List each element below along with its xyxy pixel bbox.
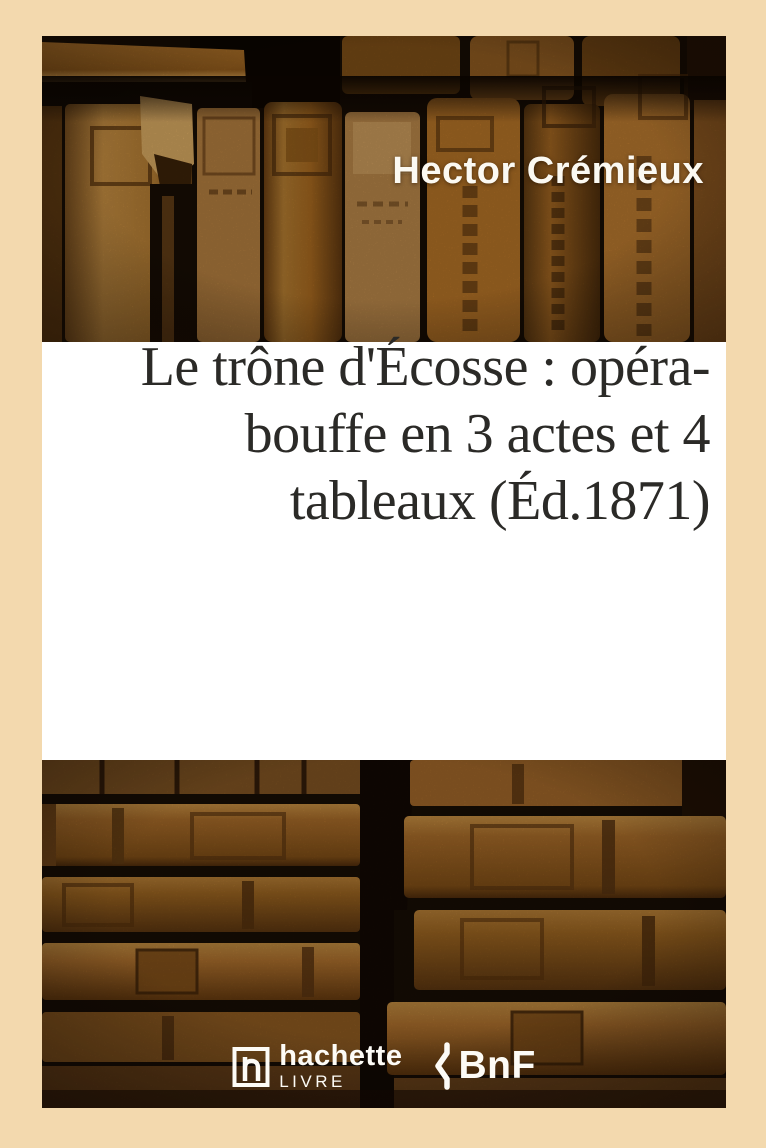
title-line-1: Le trône d'Écosse : opéra-	[140, 336, 710, 398]
title-line-3: tableaux (Éd.1871)	[289, 470, 710, 532]
hachette-wordmark: hachette	[279, 1040, 403, 1072]
angle-bracket-icon	[432, 1041, 452, 1091]
hachette-livre-logo	[232, 1042, 402, 1090]
book-title	[60, 334, 710, 535]
square-h-monogram-icon	[232, 1044, 270, 1088]
publisher-logos	[42, 1038, 726, 1094]
bnf-logo	[432, 1041, 535, 1091]
bnf-wordmark: BnF	[458, 1044, 536, 1087]
hachette-livre-label: LIVRE	[279, 1072, 346, 1091]
author-name: Hector Crémieux	[392, 150, 704, 192]
title-line-2: bouffe en 3 actes et 4	[244, 403, 710, 465]
